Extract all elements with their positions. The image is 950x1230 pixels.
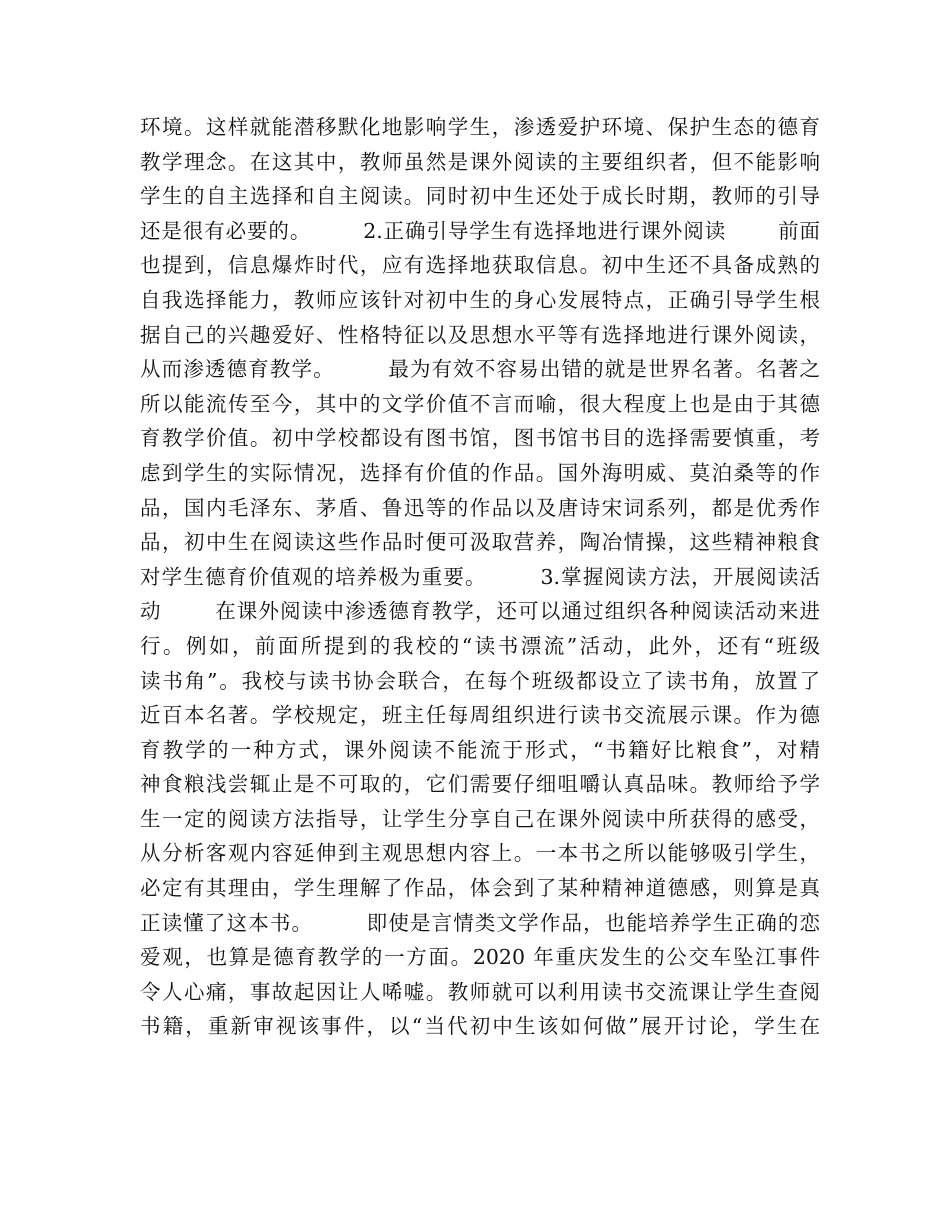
- text-line: 令人心痛，事故起因让人唏嘘。教师就可以利用读书交流课让学生查阅: [140, 979, 820, 1004]
- text-line: 品，初中生在阅读这些作品时便可汲取营养，陶冶情操，这些精神粮食: [140, 530, 820, 555]
- text-line: 学生的自主选择和自主阅读。同时初中生还处于成长时期，教师的引导: [140, 184, 820, 209]
- text-line: 动 在课外阅读中渗透德育教学，还可以通过组织各种阅读活动来进: [140, 599, 820, 624]
- text-line: 育教学价值。初中学校都设有图书馆，图书馆书目的选择需要慎重，考: [140, 426, 820, 451]
- text-line: 所以能流传至今，其中的文学价值不言而喻，很大程度上也是由于其德: [140, 391, 820, 416]
- text-line: 虑到学生的实际情况，选择有价值的作品。国外海明威、莫泊桑等的作: [140, 460, 820, 485]
- text-line: 对学生德育价值观的培养极为重要。 3.掌握阅读方法，开展阅读活: [140, 564, 820, 589]
- text-line: 育教学的一种方式，课外阅读不能流于形式，“书籍好比粮食”，对精: [140, 737, 820, 762]
- text-line: 也提到，信息爆炸时代，应有选择地获取信息。初中生还不具备成熟的: [140, 253, 820, 278]
- text-line: 神食粮浅尝辄止是不可取的，它们需要仔细咀嚼认真品味。教师给予学: [140, 772, 820, 797]
- text-line: 近百本名著。学校规定，班主任每周组织进行读书交流展示课。作为德: [140, 703, 820, 728]
- text-line: 品，国内毛泽东、茅盾、鲁迅等的作品以及唐诗宋词系列，都是优秀作: [140, 495, 820, 520]
- text-line: 从分析客观内容延伸到主观思想内容上。一本书之所以能够吸引学生，: [140, 841, 820, 866]
- text-line: 还是很有必要的。 2.正确引导学生有选择地进行课外阅读 前面: [140, 218, 820, 243]
- text-line: 自我选择能力，教师应该针对初中生的身心发展特点，正确引导学生根: [140, 287, 820, 312]
- text-line: 读书角”。我校与读书协会联合，在每个班级都设立了读书角，放置了: [140, 668, 820, 693]
- text-line: 教学理念。在这其中，教师虽然是课外阅读的主要组织者，但不能影响: [140, 149, 820, 174]
- text-line: 从而渗透德育教学。 最为有效不容易出错的就是世界名著。名著之: [140, 357, 820, 382]
- text-line: 生一定的阅读方法指导，让学生分享自己在课外阅读中所获得的感受，: [140, 806, 820, 831]
- text-line: 书籍，重新审视该事件，以“当代初中生该如何做”展开讨论，学生在: [140, 1014, 820, 1039]
- text-line: 环境。这样就能潜移默化地影响学生，渗透爱护环境、保护生态的德育: [140, 115, 820, 139]
- text-line: 据自己的兴趣爱好、性格特征以及思想水平等有选择地进行课外阅读，: [140, 322, 820, 347]
- body-text: [140, 110, 820, 1044]
- text-line: 爱观，也算是德育教学的一方面。2020 年重庆发生的公交车坠江事件: [140, 945, 820, 970]
- text-line: 正读懂了这本书。 即使是言情类文学作品，也能培养学生正确的恋: [140, 910, 820, 935]
- text-line: 必定有其理由，学生理解了作品，体会到了某种精神道德感，则算是真: [140, 876, 820, 901]
- text-line: 行。例如，前面所提到的我校的“读书漂流”活动，此外，还有“班级: [140, 633, 820, 658]
